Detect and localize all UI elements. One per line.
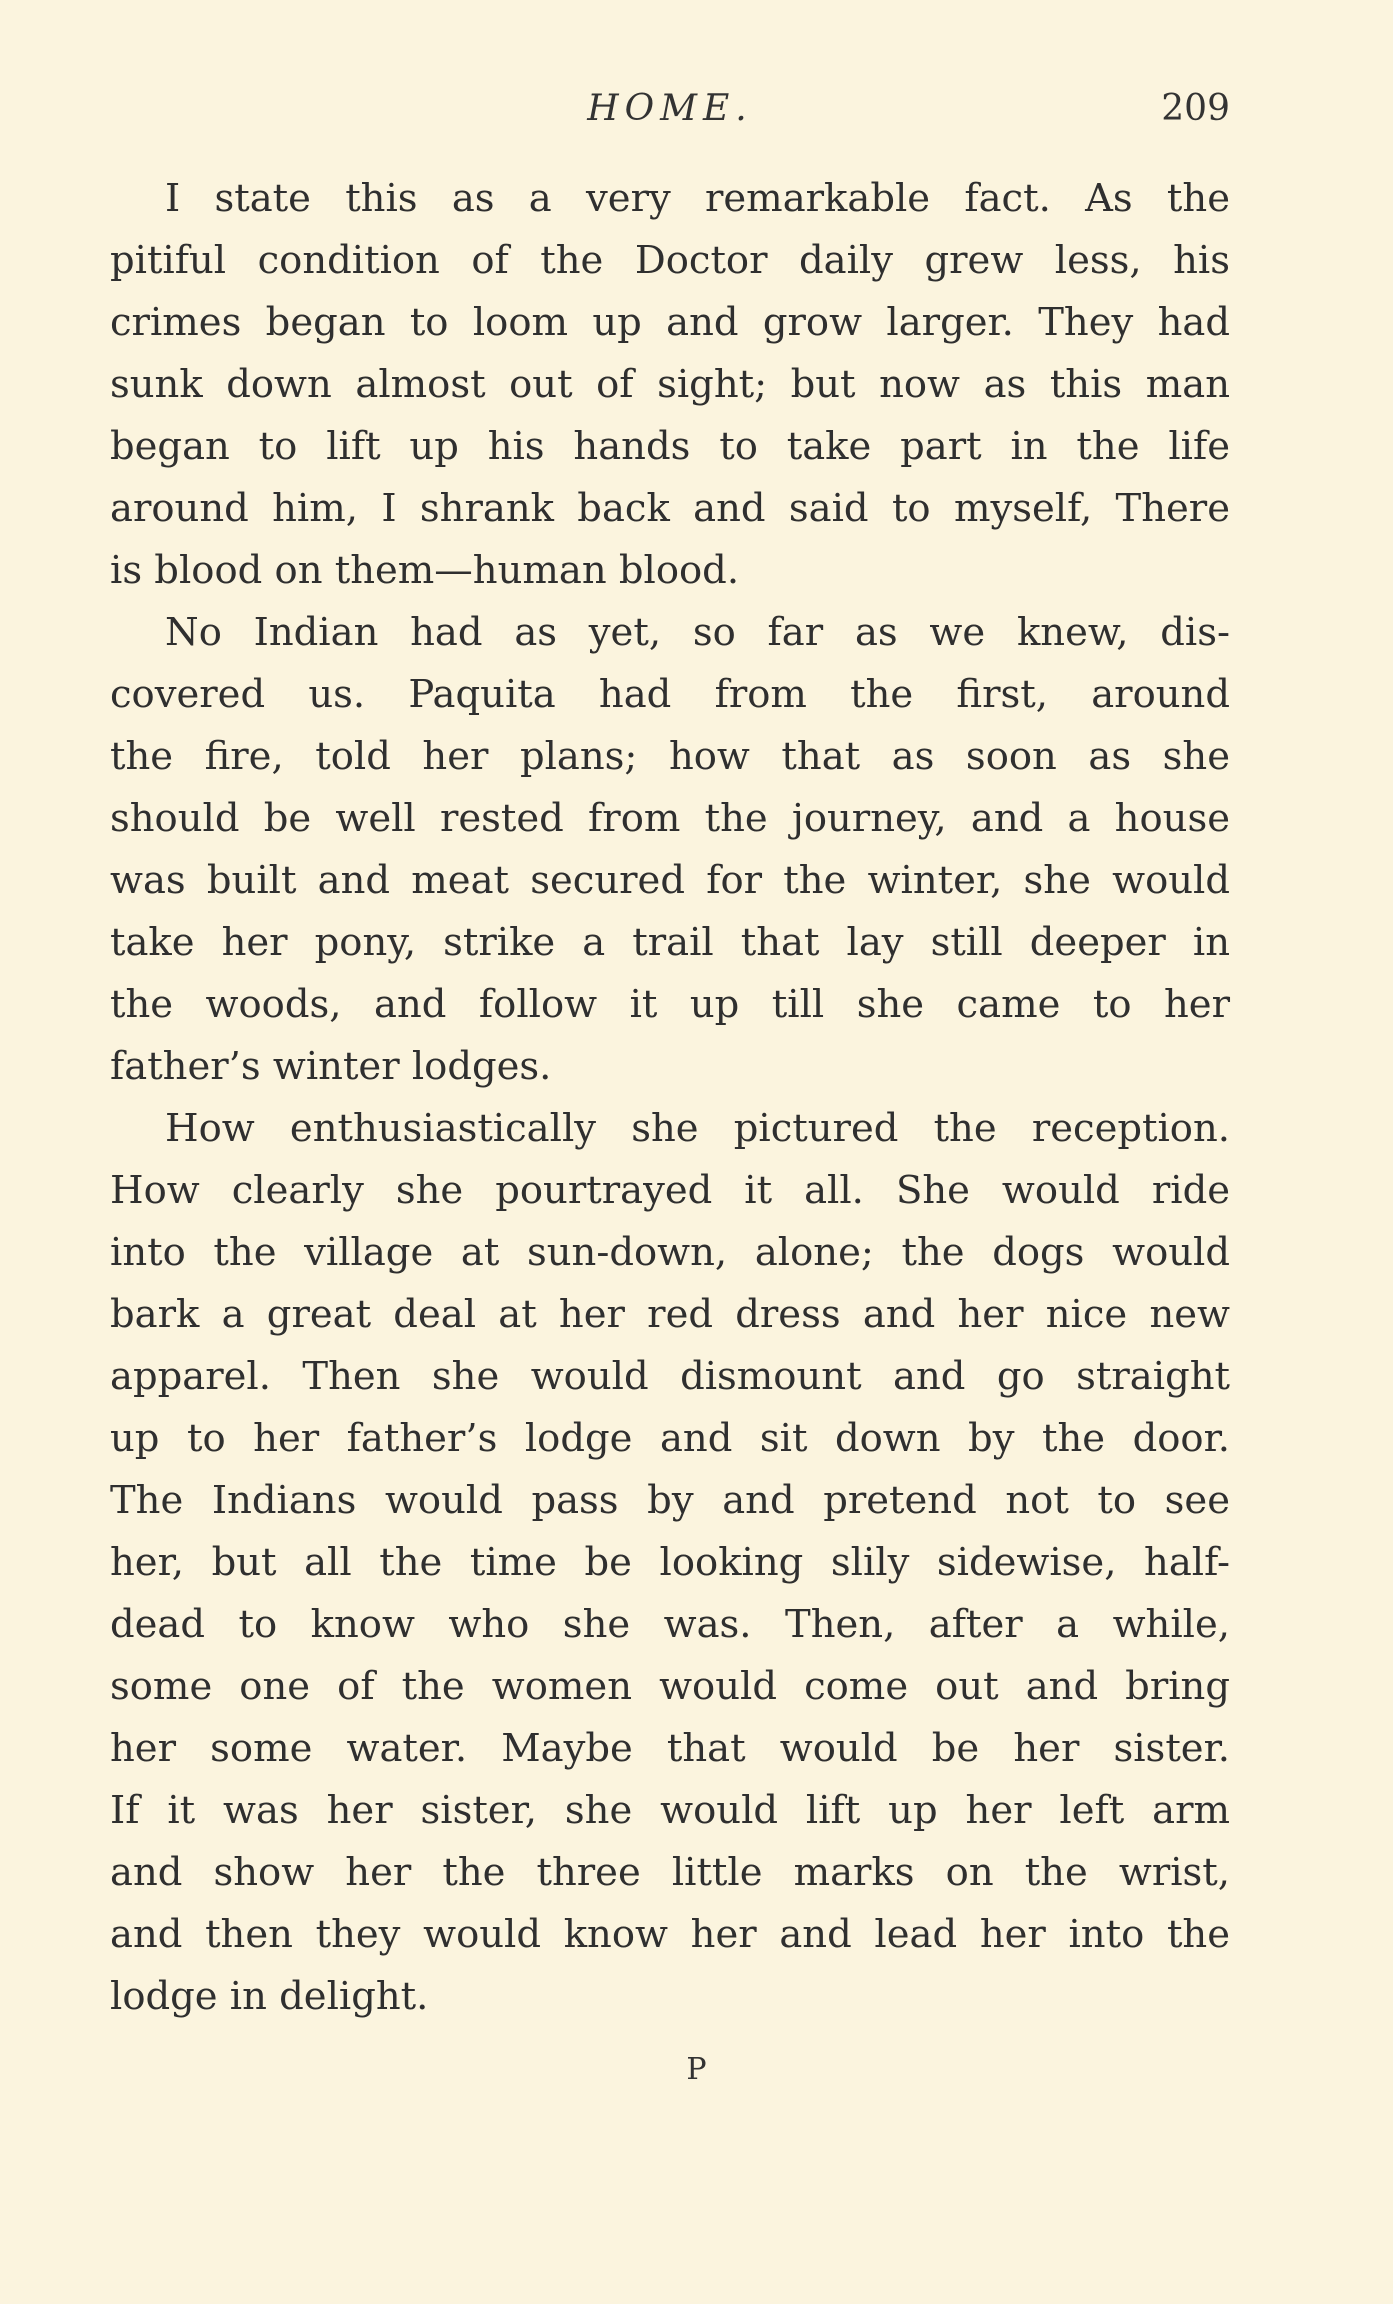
text-line: How clearly she pourtrayed it all. She would ride	[110, 1168, 1230, 1213]
text-line: If it was her sister, she would lift up her left arm	[110, 1788, 1230, 1833]
text-line: and show her the three little marks on the wrist,	[110, 1850, 1230, 1895]
text-line: some one of the women would come out and bring	[110, 1664, 1230, 1709]
body-text	[110, 168, 1230, 2028]
text-line: into the village at sun-down, alone; the dogs would	[110, 1230, 1230, 1275]
text-line: her, but all the time be looking slily sidewise, half-	[110, 1540, 1230, 1585]
text-line: was built and meat secured for the winter, she would	[110, 858, 1230, 903]
text-line: covered us. Paquita had from the first, around	[110, 672, 1230, 717]
signature-mark: P	[686, 2052, 707, 2087]
text-line: bark a great deal at her red dress and her nice new	[110, 1292, 1230, 1337]
text-line: No Indian had as yet, so far as we knew, dis-	[165, 610, 1230, 655]
text-line: should be well rested from the journey, and a house	[110, 796, 1230, 841]
paragraph-3	[110, 1098, 1230, 2028]
text-line: How enthusiastically she pictured the reception.	[165, 1106, 1230, 1151]
text-line: and then they would know her and lead her into the	[110, 1912, 1230, 1957]
text-line: the woods, and follow it up till she came to her	[110, 982, 1230, 1027]
text-line: up to her father’s lodge and sit down by the door.	[110, 1416, 1230, 1461]
text-line: lodge in delight.	[110, 1974, 429, 2019]
text-line: is blood on them—human blood.	[110, 548, 740, 593]
running-title: HOME.	[587, 88, 753, 129]
text-line: sunk down almost out of sight; but now as this man	[110, 362, 1230, 407]
text-line: I state this as a very remarkable fact. As the	[165, 176, 1230, 221]
text-line: take her pony, strike a trail that lay still deeper in	[110, 920, 1230, 965]
text-line: crimes began to loom up and grow larger. They had	[110, 300, 1230, 345]
text-line: apparel. Then she would dismount and go straight	[110, 1354, 1230, 1399]
page-number: 209	[1161, 88, 1230, 129]
paragraph-2	[110, 602, 1230, 1098]
text-line: the fire, told her plans; how that as soon as she	[110, 734, 1230, 779]
text-line: father’s winter lodges.	[110, 1044, 552, 1089]
text-line: began to lift up his hands to take part in the life	[110, 424, 1230, 469]
paragraph-1	[110, 168, 1230, 602]
text-line: around him, I shrank back and said to myself, There	[110, 486, 1230, 531]
running-head	[110, 88, 1230, 138]
text-line: The Indians would pass by and pretend not to see	[110, 1478, 1230, 1523]
text-line: dead to know who she was. Then, after a while,	[110, 1602, 1230, 1647]
text-line: her some water. Maybe that would be her sister.	[110, 1726, 1230, 1771]
text-line: pitiful condition of the Doctor daily grew less, his	[110, 238, 1230, 283]
